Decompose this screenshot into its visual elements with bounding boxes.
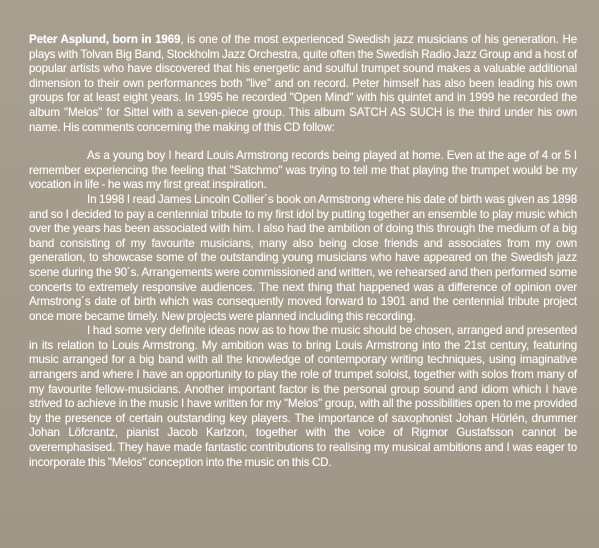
paragraph-centennial: In 1998 I read James Lincoln Collier´s book on Armstrong where his date of birth was given as 1898 and so I decided to pay a centennial tribute to my first idol by putting together an ensemble to play music which over the years has been associated with him. I also had the ambition of doing this through the medium of a big band consisting of my favourite musicians, many also being close friends and associates from my own generation, to showcase some of the outstanding young musicians who have appeared on the Swedish jazz scene during the 90´s. Arrangements were commissioned and written, we rehearsed and then performed some concerts to extremely responsive audiences. The next thing that happened was a difference of opinion over Armstrong´s date of birth which was consequently moved forward to 1901 and the centennial tribute project once more became timely. New projects were planned including this recording.: [29, 192, 577, 323]
paragraph-childhood: As a young boy I heard Louis Armstrong records being played at home. Even at the age of 4 or 5 I remember experiencing the feeling that "Satchmo" was trying to tell me that playing the trumpet would be my vocation in life - he was my first great inspiration.: [29, 149, 577, 192]
intro-paragraph: [29, 33, 577, 135]
paragraph-ideas: I had some very definite ideas now as to how the music should be chosen, arranged and presented in its relation to Louis Armstrong. My ambition was to bring Louis Armstrong into the 21st century, featuring music arranged for a big band with all the knowledge of contemporary writing techniques, using imaginative arrangers and where I have an opportunity to play the role of trumpet soloist, together with solos from many of my favourite fellow-musicians. Another important factor is the personal group sound and idiom which I have strived to achieve in the music I have written for my "Melos" group, with all the possibilities open to me provided by the presence of certain outstanding key players. The importance of saxophonist Johan Hörlén, drummer Johan Löfcrantz, pianist Jacob Karlzon, together with the voice of Rigmor Gustafsson cannot be overemphasised. They have made fantastic contributions to realising my musical ambitions and I was eager to incorporate this "Melos" conception into the music on this CD.: [29, 324, 577, 469]
artist-name-lead: Peter Asplund, born in 1969: [29, 33, 181, 46]
intro-text: , is one of the most experienced Swedish jazz musicians of his generation. He plays with Tolvan Big Band, Stockholm Jazz Orchestra, quite often the Swedish Radio Jazz Group and a host of popular artists who have discovered that his energetic and soulful trumpet sound makes a valuable additional dimension to their own performances both "live" and on record. Peter himself has also been leading his own groups for at least eight years. In 1995 he recorded "Open Mind" with his quintet and in 1999 he recorded the album "Melos" for Sittel with a seven-piece group. This album SATCH AS SUCH is the third under his own name. His comments concerning the making of this CD follow:: [29, 33, 577, 134]
